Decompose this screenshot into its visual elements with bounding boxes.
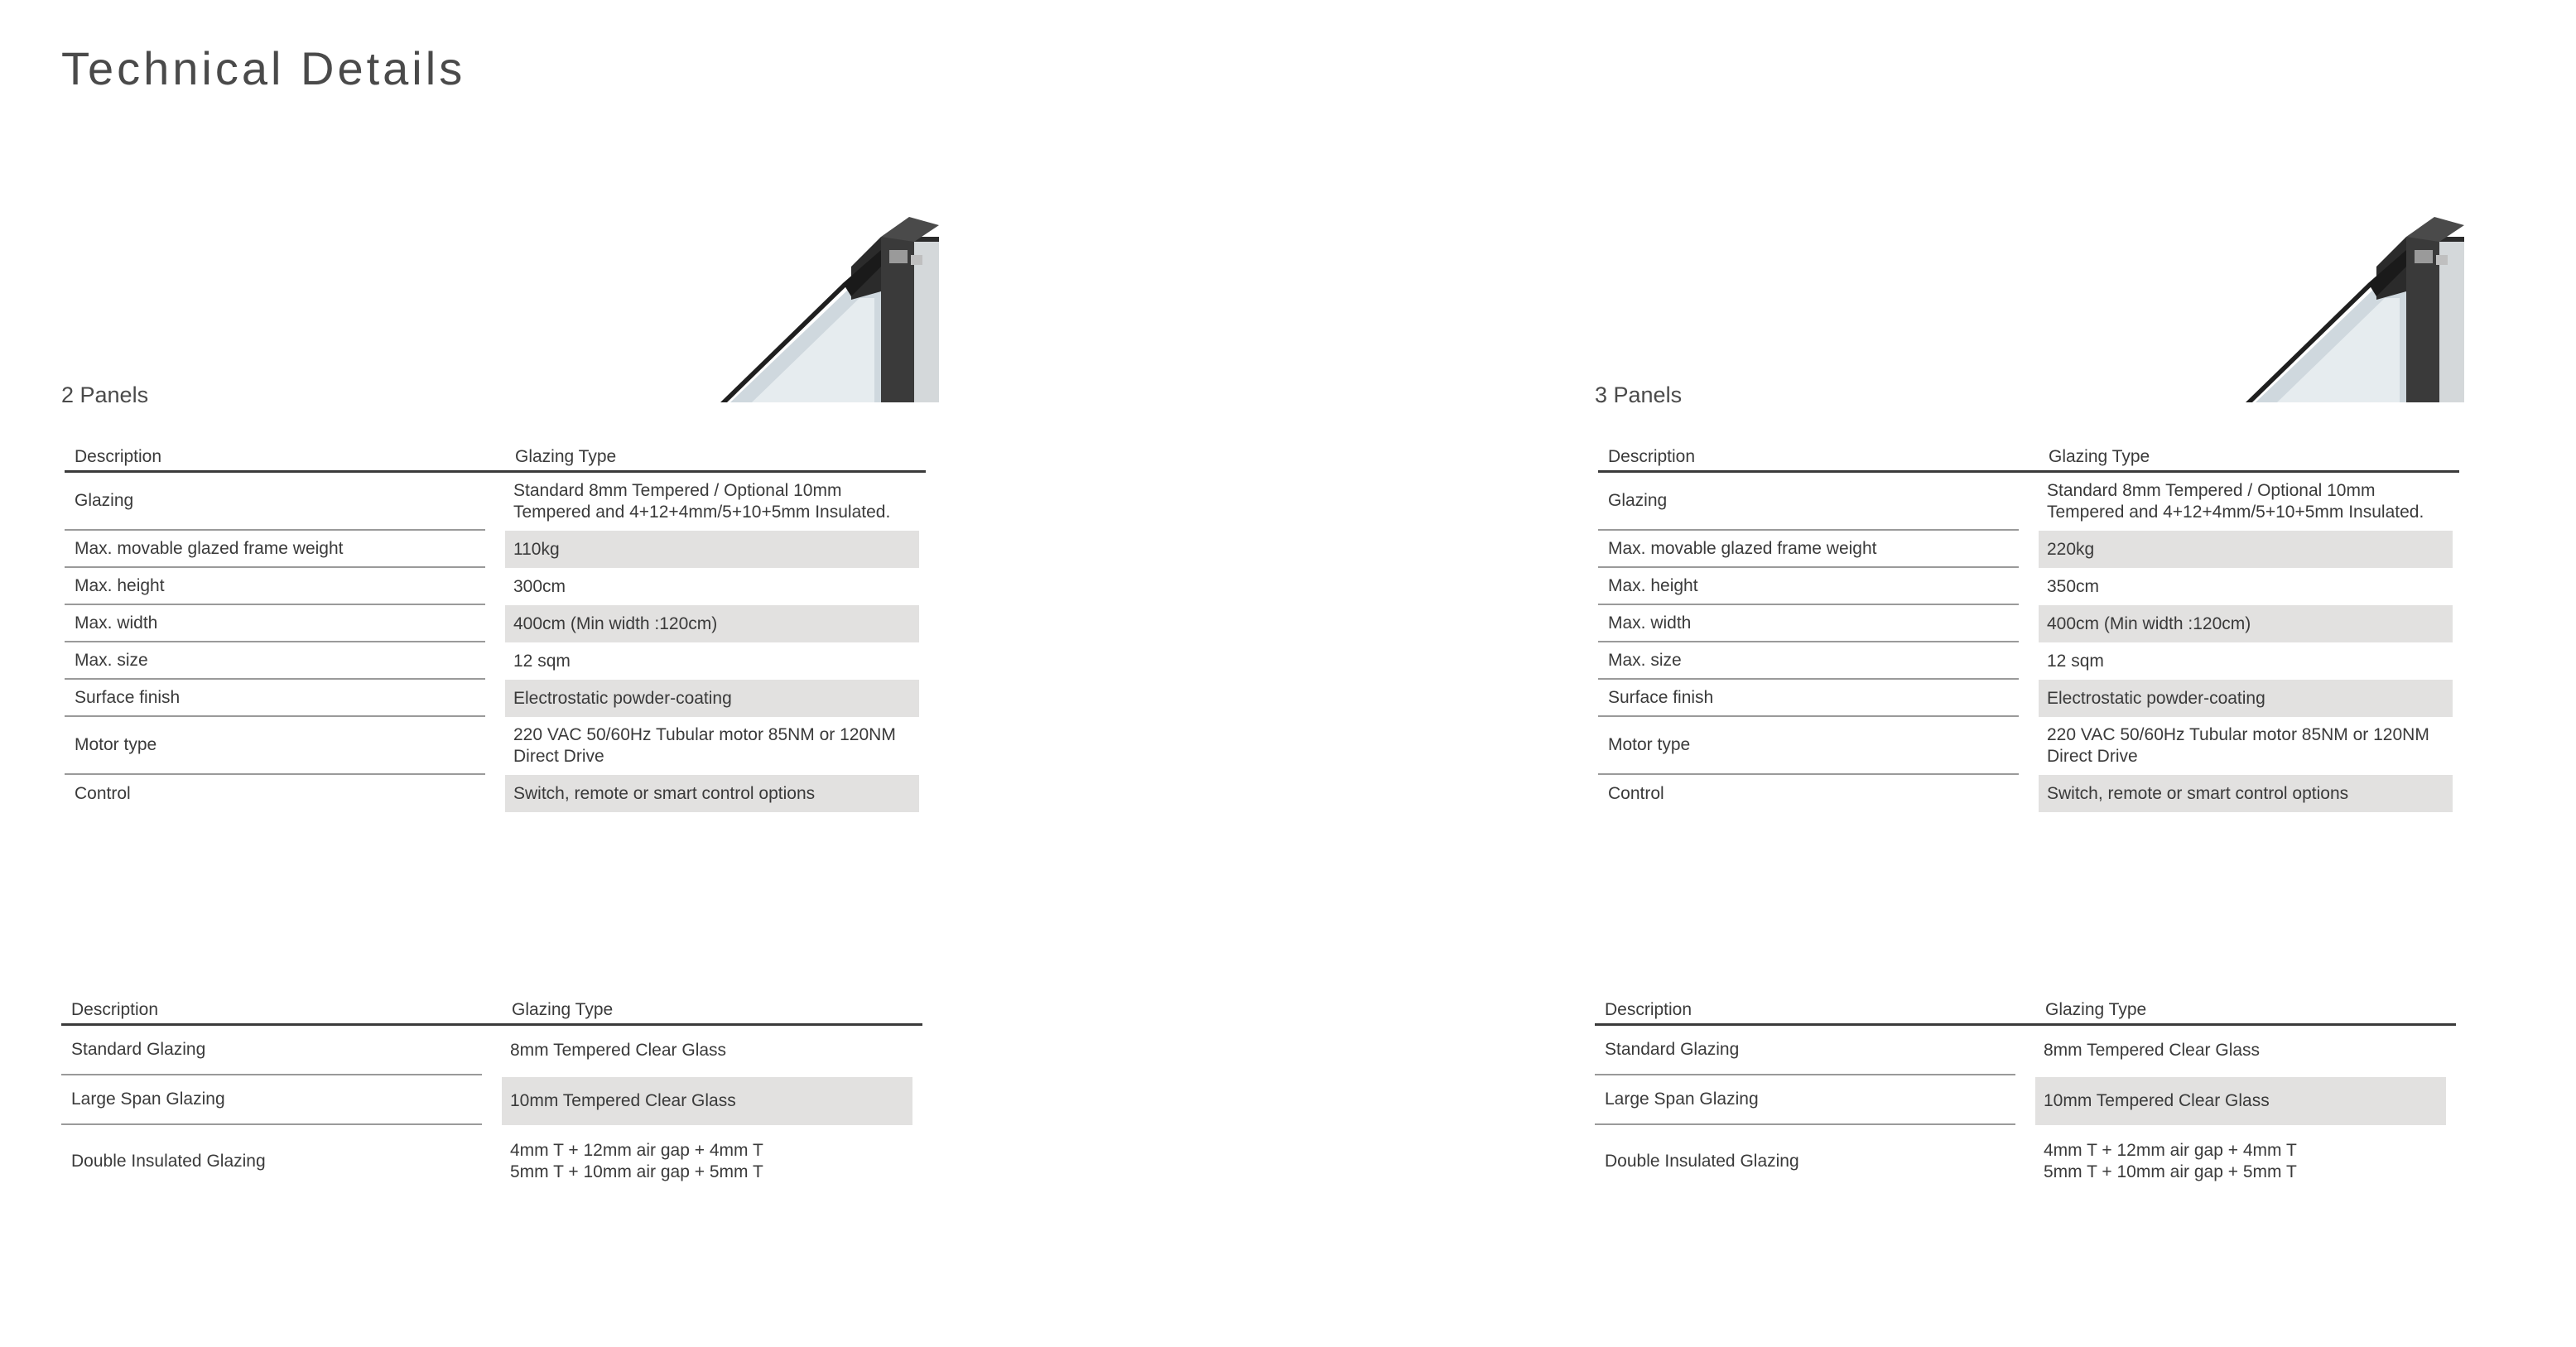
row-value: 10mm Tempered Clear Glass — [2035, 1077, 2446, 1125]
table-row — [1598, 775, 2459, 812]
table-row — [61, 1075, 922, 1125]
section-label-3-panels: 3 Panels — [1595, 382, 1683, 407]
window-frame-profile-icon — [2244, 217, 2468, 404]
table-row — [1598, 680, 2459, 717]
row-description: Standard Glazing — [1595, 1026, 2015, 1075]
table-row — [1595, 1026, 2456, 1075]
row-value: 110kg — [505, 531, 919, 568]
row-description: Control — [75, 783, 131, 803]
row-description: Large Span Glazing — [1595, 1075, 2015, 1125]
row-description: Max. width — [65, 605, 485, 642]
row-description: Surface finish — [1598, 680, 2019, 717]
table-row — [65, 568, 926, 605]
table-row — [1598, 473, 2459, 531]
row-value: 220 VAC 50/60Hz Tubular motor 85NM or 120NM Direct Drive — [513, 725, 896, 766]
table-row — [1598, 568, 2459, 605]
row-value: Electrostatic powder-coating — [505, 680, 919, 717]
row-value: 8mm Tempered Clear Glass — [2044, 1041, 2261, 1060]
header-glazing-type: Glazing Type — [515, 447, 617, 466]
row-description: Max. movable glazed frame weight — [1598, 531, 2019, 568]
table-row — [65, 680, 926, 717]
table-header — [1598, 439, 2459, 473]
value-line: 4mm T + 12mm air gap + 4mm T — [510, 1141, 763, 1160]
specs-table-2-panels — [65, 439, 926, 812]
row-value — [2035, 1125, 2446, 1198]
table-row — [61, 1125, 922, 1198]
row-description: Standard Glazing — [61, 1026, 482, 1075]
value-line: 5mm T + 10mm air gap + 5mm T — [510, 1162, 763, 1181]
row-value: 12 sqm — [2047, 651, 2104, 671]
row-value: 12 sqm — [513, 651, 571, 671]
header-glazing-type: Glazing Type — [512, 1000, 614, 1019]
row-description: Max. width — [1598, 605, 2019, 642]
header-description: Description — [1605, 1000, 1692, 1019]
specs-table-3-panels — [1598, 439, 2459, 812]
row-value: 350cm — [2047, 576, 2100, 596]
header-glazing-type: Glazing Type — [2045, 1000, 2147, 1019]
table-row — [65, 605, 926, 642]
window-frame-profile-icon — [719, 217, 942, 404]
row-value: 300cm — [513, 576, 566, 596]
row-description: Large Span Glazing — [61, 1075, 482, 1125]
row-description: Double Insulated Glazing — [71, 1152, 266, 1171]
row-value: 220 VAC 50/60Hz Tubular motor 85NM or 120NM Direct Drive — [2047, 725, 2429, 766]
header-glazing-type: Glazing Type — [2049, 447, 2150, 466]
header-description: Description — [75, 447, 162, 466]
row-description: Motor type — [65, 717, 485, 775]
row-description: Glazing — [65, 473, 485, 531]
table-row — [1598, 605, 2459, 642]
table-row — [1595, 1125, 2456, 1198]
table-header — [65, 439, 926, 473]
table-row — [65, 775, 926, 812]
header-description: Description — [1608, 447, 1696, 466]
row-description: Motor type — [1598, 717, 2019, 775]
row-value: 400cm (Min width :120cm) — [2039, 605, 2453, 642]
table-row — [65, 531, 926, 568]
row-description: Max. size — [1598, 642, 2019, 680]
value-line: 4mm T + 12mm air gap + 4mm T — [2044, 1141, 2297, 1160]
table-row — [1598, 717, 2459, 775]
row-description: Max. height — [1598, 568, 2019, 605]
row-description: Double Insulated Glazing — [1605, 1152, 1799, 1171]
page-title: Technical Details — [61, 42, 466, 94]
row-value: 8mm Tempered Clear Glass — [510, 1041, 727, 1060]
table-row — [65, 717, 926, 775]
row-value: Standard 8mm Tempered / Optional 10mm Tempered and 4+12+4mm/5+10+5mm Insulated. — [2047, 481, 2424, 522]
row-value: 400cm (Min width :120cm) — [505, 605, 919, 642]
row-value: 10mm Tempered Clear Glass — [502, 1077, 912, 1125]
section-label-2-panels: 2 Panels — [61, 382, 149, 407]
row-description: Surface finish — [65, 680, 485, 717]
row-description: Control — [1608, 783, 1664, 803]
two-panels-section — [61, 0, 939, 1347]
row-description: Max. height — [65, 568, 485, 605]
row-value: Electrostatic powder-coating — [2039, 680, 2453, 717]
table-row — [61, 1026, 922, 1075]
glazing-table-2-panels — [61, 992, 922, 1198]
table-row — [1595, 1075, 2456, 1125]
row-value: Standard 8mm Tempered / Optional 10mm Tempered and 4+12+4mm/5+10+5mm Insulated. — [513, 481, 891, 522]
table-row — [65, 642, 926, 680]
table-header — [61, 992, 922, 1026]
row-description: Glazing — [1598, 473, 2019, 531]
header-description: Description — [71, 1000, 159, 1019]
row-value: Switch, remote or smart control options — [2039, 775, 2453, 812]
row-description: Max. movable glazed frame weight — [65, 531, 485, 568]
table-row — [65, 473, 926, 531]
row-value: 220kg — [2039, 531, 2453, 568]
table-row — [1598, 531, 2459, 568]
table-header — [1595, 992, 2456, 1026]
value-line: 5mm T + 10mm air gap + 5mm T — [2044, 1162, 2297, 1181]
row-value — [502, 1125, 912, 1198]
row-value: Switch, remote or smart control options — [505, 775, 919, 812]
three-panels-section — [1595, 0, 2472, 1347]
glazing-table-3-panels — [1595, 992, 2456, 1198]
table-row — [1598, 642, 2459, 680]
row-description: Max. size — [65, 642, 485, 680]
